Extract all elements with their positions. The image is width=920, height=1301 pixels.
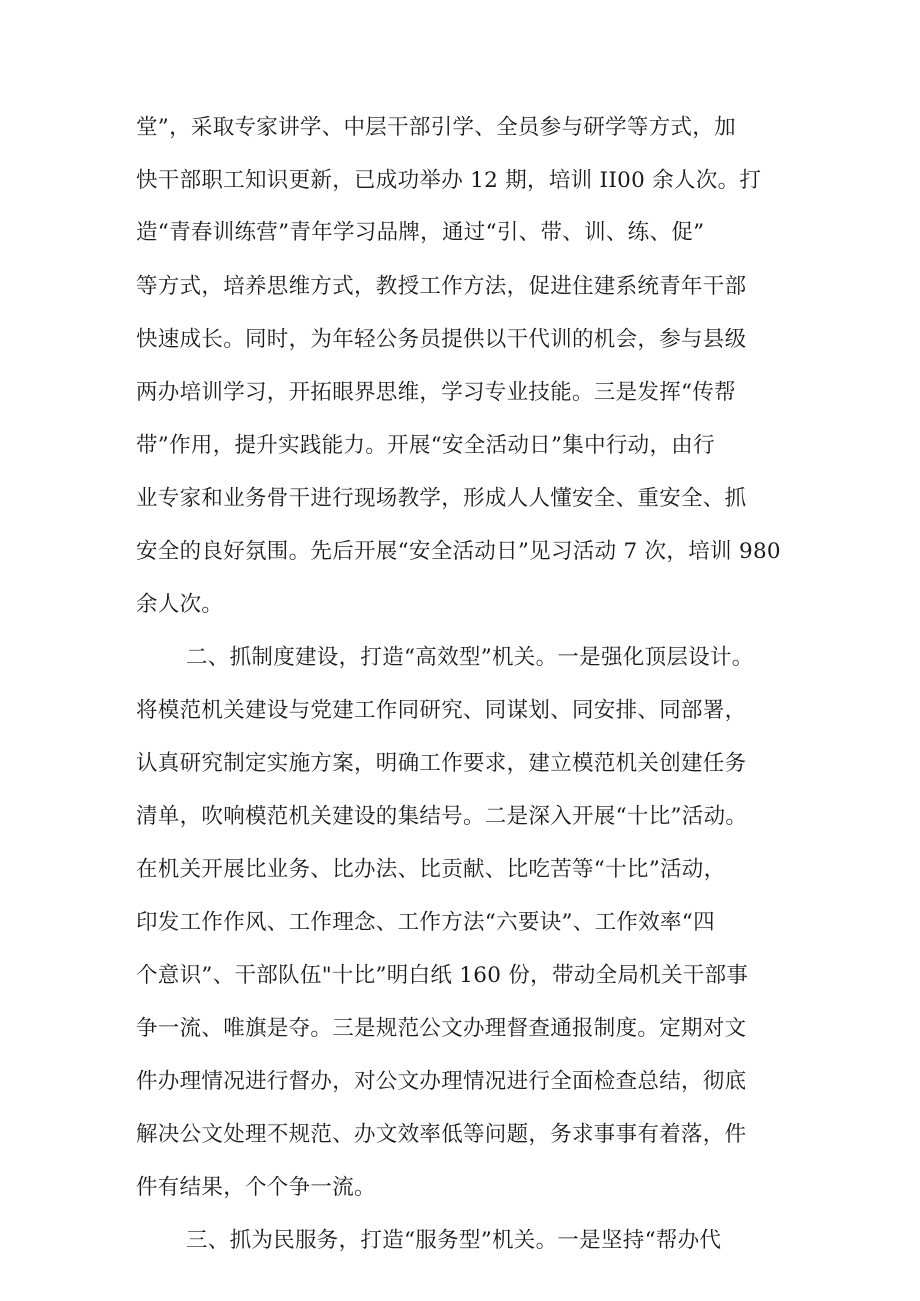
text-line: 两办培训学习，开拓眼界思维，学习专业技能。三是发挥“传帮 bbox=[136, 380, 736, 405]
text-line: 认真研究制定实施方案，明确工作要求，建立模范机关创建任务 bbox=[136, 751, 747, 776]
text-line: 清单，吹响模范机关建设的集结号。二是深入开展“十比”活动。 bbox=[136, 804, 748, 829]
text-line: 将模范机关建设与党建工作同研究、同谋划、同安排、同部署， bbox=[136, 698, 747, 723]
text-line: 堂”，采取专家讲学、中层干部引学、全员参与研学等方式，加 bbox=[136, 115, 736, 140]
text-line: 印发工作作风、工作理念、工作方法“六要诀”、工作效率“四 bbox=[136, 910, 715, 935]
text-line: 在机关开展比业务、比办法、比贡献、比吃苦等“十比”活动， bbox=[136, 857, 726, 882]
text-line: 安全的良好氛围。先后开展“安全活动日”见习活动 7 次，培训 980 bbox=[136, 539, 781, 564]
text-line: 快速成长。同时，为年轻公务员提供以干代训的机会，参与县级 bbox=[136, 327, 747, 352]
text-line: 件有结果，个个争一流。 bbox=[136, 1175, 376, 1200]
paragraph-start-line: 二、抓制度建设，打造“高效型”机关。一是强化顶层设计。 bbox=[186, 645, 754, 670]
text-line: 等方式，培养思维方式，教授工作方法，促进住建系统青年干部 bbox=[136, 274, 747, 299]
text-line: 业专家和业务骨干进行现场教学，形成人人懂安全、重安全、抓 bbox=[136, 486, 747, 511]
paragraph-start-line: 三、抓为民服务，打造“服务型”机关。一是坚持“帮办代 bbox=[186, 1228, 722, 1253]
text-line: 解决公文处理不规范、办文效率低等问题，务求事事有着落，件 bbox=[136, 1122, 747, 1147]
text-line: 余人次。 bbox=[136, 592, 224, 617]
text-line: 件办理情况进行督办，对公文办理情况进行全面检查总结，彻底 bbox=[136, 1069, 747, 1094]
text-line: 带”作用，提升实践能力。开展“安全活动日”集中行动，由行 bbox=[136, 433, 715, 458]
text-line: 造“青春训练营”青年学习品牌，通过“引、带、训、练、促” bbox=[136, 220, 705, 245]
text-line: 快干部职工知识更新，已成功举办 12 期，培训 II00 余人次。打 bbox=[136, 168, 762, 193]
text-line: 争一流、唯旗是夺。三是规范公文办理督查通报制度。定期对文 bbox=[136, 1016, 747, 1041]
text-line: 个意识”、干部队伍"十比”明白纸 160 份，带动全局机关干部事 bbox=[136, 963, 749, 988]
